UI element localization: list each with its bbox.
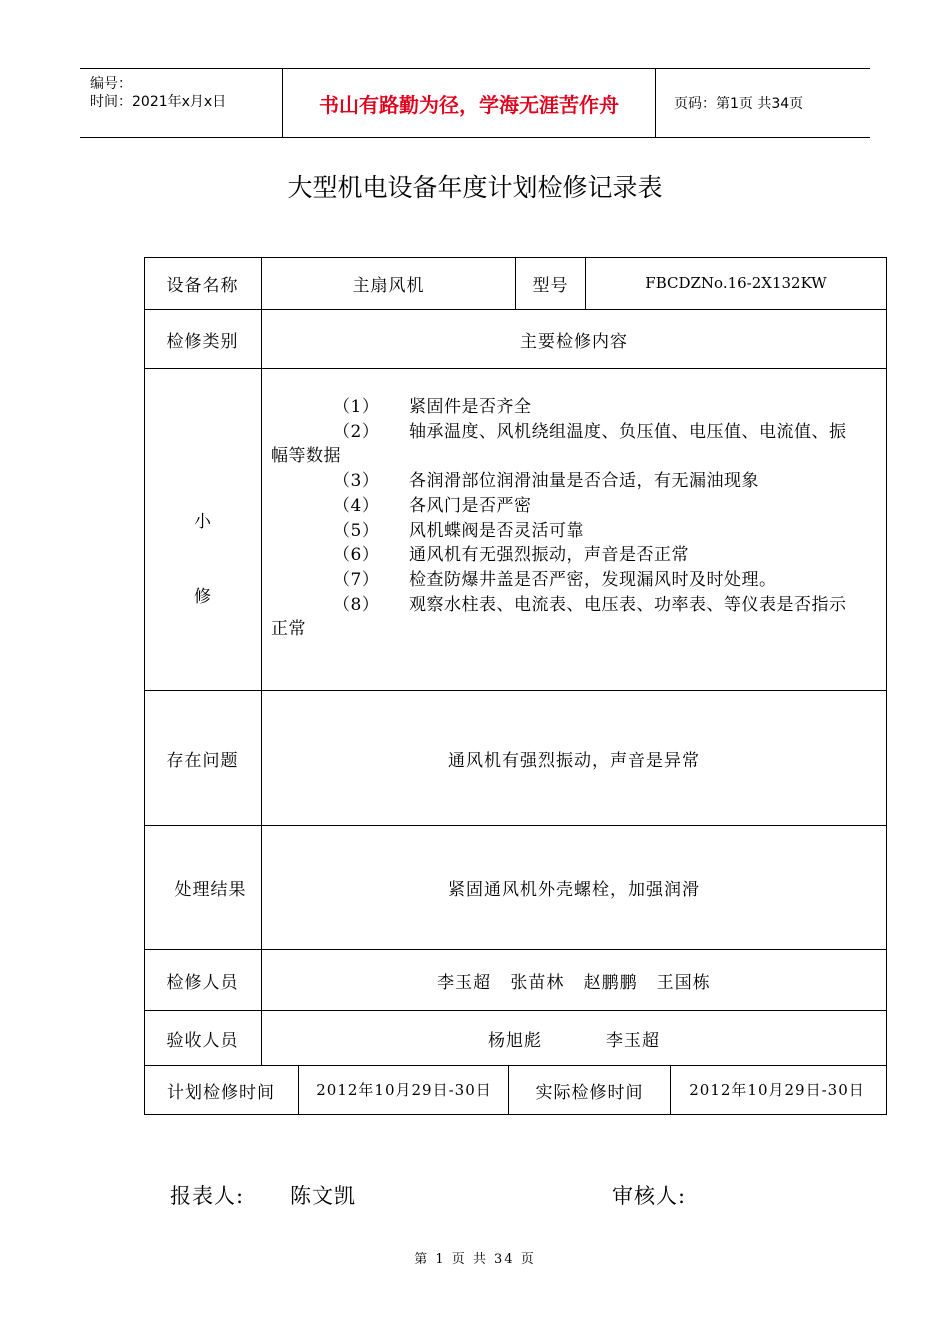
actual-time-value: 2012年10月29日-30日 [689, 1081, 865, 1099]
accept-staff-value: 杨旭彪 李玉超 [487, 1030, 661, 1051]
list-item-continuation: 幅等数据 [271, 446, 341, 467]
category-char-minor: 小 [194, 512, 211, 532]
maintenance-record-table [144, 257, 887, 1115]
header-page-info [664, 69, 870, 137]
category-char-repair: 修 [194, 587, 211, 607]
result-value: 紧固通风机外壳螺栓，加强润滑 [448, 880, 700, 900]
category-label: 检修类别 [166, 331, 239, 352]
actual-time-label: 实际检修时间 [535, 1082, 644, 1103]
list-item: （5） 风机蝶阀是否灵活可靠 [333, 520, 584, 541]
header-motto: 书山有路勤为径，学海无涯苦作舟 [282, 69, 656, 137]
document-header [80, 68, 870, 138]
serial-label: 编号： [90, 76, 132, 92]
list-item: （2） 轴承温度、风机绕组温度、负压值、电压值、电流值、振 [333, 421, 847, 442]
reporter-name: 陈文凯 [290, 1184, 356, 1208]
model-label: 型号 [532, 275, 569, 296]
content-label: 主要检修内容 [520, 331, 628, 352]
header-meta [80, 69, 280, 137]
planned-time-label: 计划检修时间 [167, 1082, 275, 1103]
list-item: （6） 通风机有无强烈振动，声音是否正常 [333, 545, 689, 566]
list-item: （7） 检查防爆井盖是否严密，发现漏风时及时处理。 [333, 569, 777, 590]
page-footer: 第 1 页 共 34 页 [414, 1252, 536, 1267]
planned-time-value: 2012年10月29日-30日 [316, 1081, 492, 1099]
repair-staff-value: 李玉超 张苗林 赵鹏鹏 王国栋 [437, 972, 711, 993]
list-item: （3） 各润滑部位润滑油量是否合适，有无漏油现象 [333, 471, 759, 492]
reviewer-label: 审核人: [612, 1184, 687, 1208]
equipment-name-label: 设备名称 [166, 275, 239, 296]
list-item: （4） 各风门是否严密 [333, 495, 532, 516]
time-label: 时间：2021年x月x日 [90, 94, 227, 110]
inspection-items-list [271, 395, 881, 642]
model-value: FBCDZNo.16-2X132KW [645, 274, 827, 292]
result-label: 处理结果 [174, 880, 247, 900]
list-item-continuation: 正常 [271, 619, 306, 640]
list-item: （8） 观察水柱表、电流表、电压表、功率表、等仪表是否指示 [333, 594, 847, 615]
accept-staff-label: 验收人员 [166, 1030, 239, 1051]
document-title: 大型机电设备年度计划检修记录表 [287, 173, 663, 202]
list-item: （1） 紧固件是否齐全 [333, 397, 532, 417]
reporter-label: 报表人: [170, 1184, 245, 1208]
repair-staff-label: 检修人员 [166, 972, 239, 993]
problem-value: 通风机有强烈振动，声音是异常 [448, 750, 700, 771]
problem-label: 存在问题 [166, 750, 239, 771]
page-info-text: 页码：第1页 共34页 [674, 96, 804, 112]
equipment-name-value: 主扇风机 [352, 275, 425, 296]
